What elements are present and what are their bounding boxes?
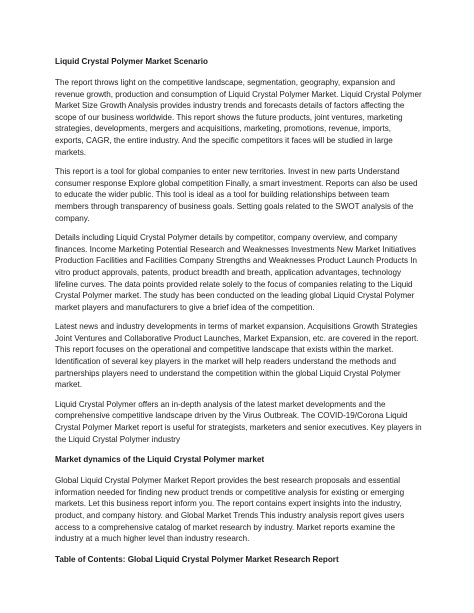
- paragraph-analysis: Liquid Crystal Polymer offers an in-depth analysis of the latest market developments and the comprehensive competitive landscape driven by the Virus Outbreak. The COVID-19/Corona Liquid Crystal Polymer Market report is useful for strategists, marketers and senior executives. Key players in the Liquid Crystal Polymer industry: [55, 399, 422, 444]
- document-title: Liquid Crystal Polymer Market Scenario: [55, 57, 208, 66]
- paragraph-details: Details including Liquid Crystal Polymer details by competitor, company overview, and company finances. Income Marketing Potential Research and Weaknesses Investments New Market Initiatives Production Facilities and Facilities Company Strengths and Weaknesses Product Launch Products In vitro product approvals, patents, product breadth and breath, application advantages, technology lifeline curves. The data points provided relate solely to the focus of companies relating to the Liquid Crystal Polymer market. The study has been conducted on the leading global Liquid Crystal Polymer market players and manufacturers to give a brief idea of the competition.: [55, 233, 418, 312]
- paragraph-news: Latest news and industry developments in terms of market expansion. Acquisitions Growth Strategies Joint Ventures and Collaborative Product Launches, Market Expansion, etc. are covered in the report. This report focuses on the operational and competitive landscape that exists within the market. Identification of several key players in the market will help readers understand the methods and partnerships players need to understand the competition within the global Liquid Crystal Polymer market.: [55, 322, 419, 390]
- paragraph-tool: This report is a tool for global companies to enter new territories. Invest in new parts Understand consumer response Explore global competition Finally, a smart investment. Reports can also be used to educate the wider public. This tool is ideal as a tool for building relationships between team members through transparency of business goals. Setting goals related to the SWOT analysis of the company.: [55, 167, 418, 223]
- section-heading-market-dynamics: Market dynamics of the Liquid Crystal Polymer market: [55, 455, 265, 465]
- paragraph-intro: The report throws light on the competitive landscape, segmentation, geography, expansion and revenue growth, production and consumption of Liquid Crystal Polymer Market. Liquid Crystal Polymer Market Size Growth Analysis provides industry trends and forecasts details of factors affecting the scope of our business worldwide. This report shows the future products, joint ventures, marketing strategies, developments, mergers and acquisitions, marketing, promotions, revenue, imports, exports, CAGR, the entire industry. And the specific competitors it faces will be studied in large markets.: [55, 78, 422, 157]
- section-heading-table-of-contents: Table of Contents: Global Liquid Crystal Polymer Market Research Report: [55, 554, 339, 564]
- paragraph-market-dynamics: Global Liquid Crystal Polymer Market Report provides the best research proposals and essential information needed for finding new product trends or competitive analysis for existing or emerging markets. Let this business report inform you. The report contains expert insights into the industry, product, and company history. and Global Market Trends This industry analysis report gives users access to a comprehensive catalog of market research by industry. Market reports examine the industry at a much higher level than industry research.: [55, 476, 405, 544]
